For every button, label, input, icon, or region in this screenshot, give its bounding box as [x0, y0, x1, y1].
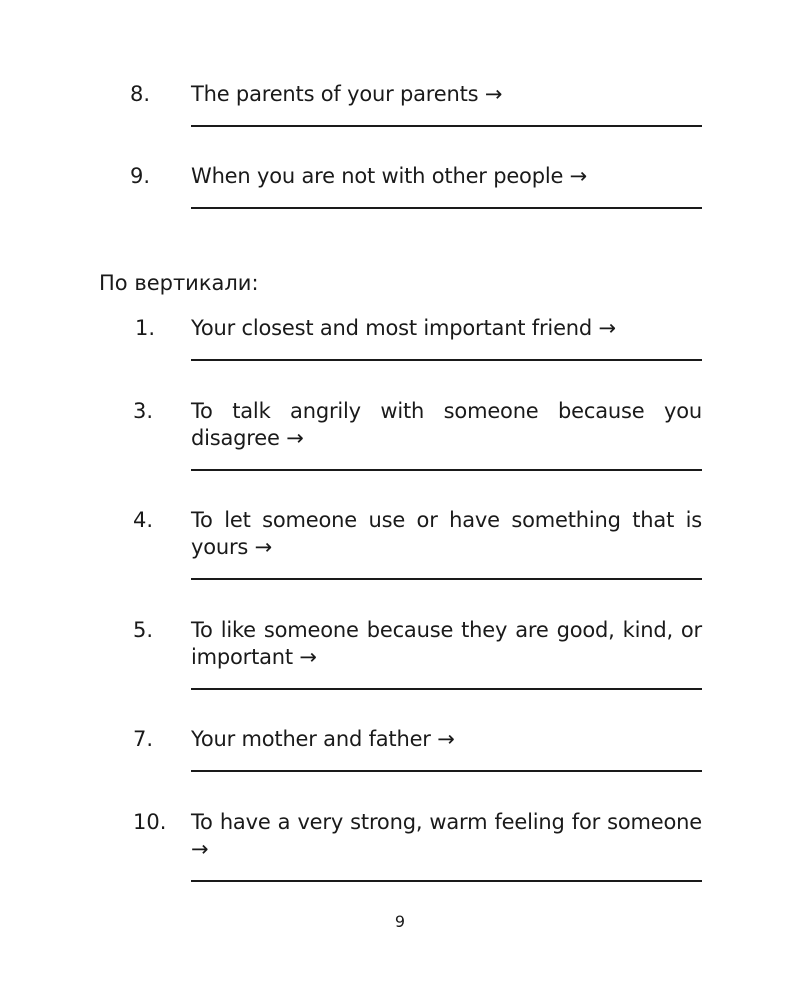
answer-blank[interactable] — [191, 206, 702, 209]
clue-item-4 — [130, 507, 702, 580]
clue-item-9 — [130, 163, 702, 209]
clue-text: The parents of your parents → — [191, 82, 503, 106]
clue-number: 5. — [133, 618, 154, 642]
clue-item-10 — [130, 809, 702, 882]
clue-item-3 — [130, 398, 702, 471]
clue-item-7 — [130, 726, 702, 772]
clue-text: Your closest and most important friend → — [191, 316, 616, 340]
page-number: 9 — [394, 912, 406, 931]
clue-number: 10. — [133, 810, 167, 834]
answer-blank[interactable] — [191, 687, 702, 690]
answer-blank[interactable] — [191, 468, 702, 471]
answer-blank[interactable] — [191, 879, 702, 882]
clue-number: 9. — [130, 164, 151, 188]
clue-item-8 — [130, 81, 702, 127]
clue-number: 7. — [133, 727, 154, 751]
clue-text: To have a very strong, warm feeling for someone → — [191, 810, 702, 861]
clue-text: When you are not with other people → — [191, 164, 588, 188]
answer-blank[interactable] — [191, 769, 702, 772]
clue-number: 4. — [133, 508, 154, 532]
clue-number: 8. — [130, 82, 151, 106]
clue-item-5 — [130, 617, 702, 690]
answer-blank[interactable] — [191, 124, 702, 127]
answer-blank[interactable] — [191, 358, 702, 361]
down-heading: По вертикали: — [99, 271, 259, 295]
clue-text: To talk angrily with someone because you disagree → — [191, 399, 702, 450]
clue-text: To like someone because they are good, kind, or important → — [191, 618, 702, 669]
clue-number: 1. — [135, 316, 156, 340]
answer-blank[interactable] — [191, 577, 702, 580]
clue-text: Your mother and father → — [191, 727, 455, 751]
clue-number: 3. — [133, 399, 154, 423]
clue-item-1 — [130, 315, 702, 361]
clue-text: To let someone use or have something that is yours → — [191, 508, 702, 559]
